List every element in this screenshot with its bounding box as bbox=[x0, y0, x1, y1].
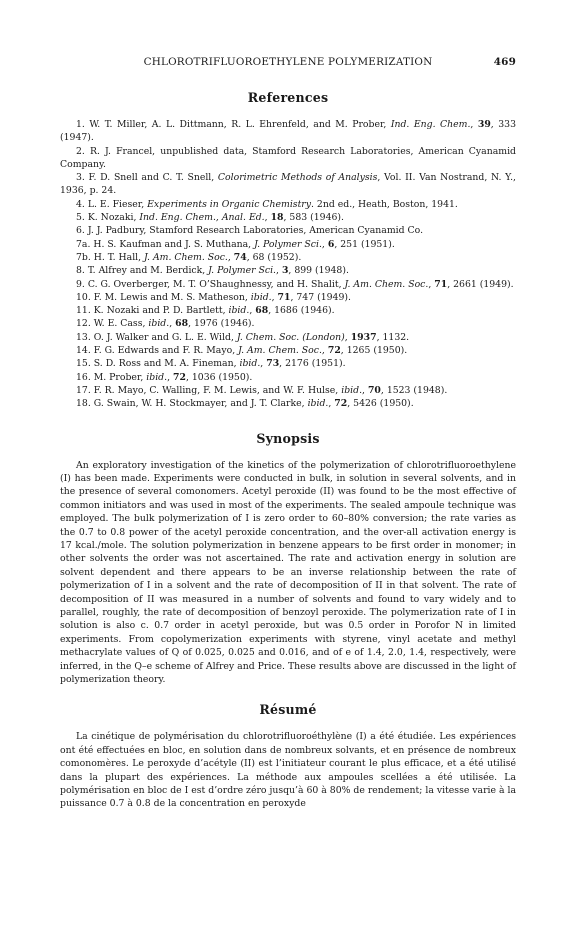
reference-text: 3. F. D. Snell and C. T. Snell, bbox=[76, 172, 218, 184]
resume-heading: Résumé bbox=[259, 702, 317, 718]
reference-journal: J. Polymer Sci. bbox=[254, 238, 322, 250]
reference-journal: J. Am. Chem. Soc. bbox=[344, 278, 429, 290]
running-header bbox=[60, 56, 516, 72]
reference-text: , Vol. II. Van Nostrand, N. Y., 1936, p. 24. bbox=[60, 172, 516, 197]
reference-journal: ibid. bbox=[148, 318, 170, 330]
reference-text: , bbox=[344, 331, 351, 343]
reference-journal: ibid. bbox=[239, 358, 261, 370]
reference-item bbox=[60, 198, 516, 211]
reference-item bbox=[60, 304, 516, 317]
reference-volume: 68 bbox=[175, 318, 189, 330]
synopsis-text: An exploratory investigation of the kinetics of the polymerization of chlorotrifluoroethylene (I) has been made. Experiments were conducted in bulk, in solution in several solvents, and in the presence of several comonomers. Acetyl peroxide (II) was found to be the most effective of common initiators and was used in most of the experiments. The sealed ampoule technique was employed. The bulk polymerization of I is zero order to 60–80% conversion; the rate varies as the 0.7 to 0.8 power of the acetyl peroxide concentration, and the over-all activation energy is 17 kcal./mole. The solution polymerization in benzene appears to be first order in monomer; in other solvents the order was not ascertained. The rate and activation energy in solution are solvent dependent and there appears to be an inverse relationship between the rate of polymerization of I in a solvent and the rate of decomposition of II in that solvent. The rate of decomposition of II was measured in a number of solvents and found to vary widely and to parallel, roughly, the rate of decomposition of benzoyl peroxide. The polymerization rate of I in solution is also c. 0.7 order in acetyl peroxide, but was 0.5 order in Porofor N in limited experiments. From copolymerization experiments with styrene, vinyl acetate and methyl methacrylate values of Q of 0.025, 0.025 and 0.016, and of e of 1.4, 2.0, 1.4, respectively, were inferred, in the Q–e scheme of Alfrey and Price. These results above are discussed in the light of polymerization theory. bbox=[60, 459, 516, 686]
reference-text: 10. F. M. Lewis and M. S. Matheson, bbox=[76, 291, 251, 303]
reference-text: , 2661 (1949). bbox=[447, 278, 514, 290]
reference-item bbox=[60, 118, 516, 145]
reference-text: , 333 (1947). bbox=[60, 119, 516, 144]
reference-item bbox=[60, 264, 516, 277]
references-heading: References bbox=[247, 90, 329, 105]
reference-text: 15. S. D. Ross and M. A. Fineman, bbox=[76, 358, 240, 370]
reference-text: , bbox=[260, 358, 267, 370]
reference-text: . 2nd ed., Heath, Boston, 1941. bbox=[311, 198, 458, 210]
reference-text: , bbox=[227, 251, 234, 263]
reference-text: 16. M. Prober, bbox=[76, 371, 147, 383]
reference-text: , 1265 (1950). bbox=[340, 345, 408, 357]
reference-item bbox=[60, 224, 516, 237]
synopsis-heading: Synopsis bbox=[256, 430, 320, 446]
reference-text: 11. K. Nozaki and P. D. Bartlett, bbox=[76, 305, 229, 317]
page-number: 469 bbox=[493, 56, 516, 68]
reference-volume: 18 bbox=[270, 212, 284, 224]
reference-volume: 71 bbox=[277, 291, 291, 303]
reference-text: , 1686 (1946). bbox=[268, 305, 335, 317]
running-title: CHLOROTRIFLUOROETHYLENE POLYMERIZATION bbox=[143, 56, 433, 68]
reference-volume: 72 bbox=[173, 371, 186, 383]
reference-volume: 72 bbox=[327, 345, 341, 357]
reference-item bbox=[60, 384, 516, 397]
reference-journal: ibid. bbox=[250, 291, 272, 303]
reference-text: , 2176 (1951). bbox=[279, 358, 346, 370]
reference-volume: 68 bbox=[255, 305, 269, 317]
reference-text: 6. J. J. Padbury, Stamford Research Laboratories, American Cyanamid Co. bbox=[76, 225, 424, 237]
reference-text: , bbox=[271, 291, 278, 303]
reference-text: , 583 (1946). bbox=[283, 212, 344, 224]
reference-text: , 68 (1952). bbox=[246, 251, 302, 263]
reference-item bbox=[60, 278, 516, 291]
reference-text: , 1036 (1950). bbox=[185, 371, 253, 383]
reference-text: , bbox=[264, 212, 271, 224]
reference-text: , 899 (1948). bbox=[288, 265, 349, 277]
reference-item bbox=[60, 171, 516, 198]
reference-text: 7b. H. T. Hall, bbox=[76, 251, 145, 263]
reference-text: , 1976 (1946). bbox=[188, 318, 255, 330]
reference-text: 2. R. J. Francel, unpublished data, Stamford Research Laboratories, American Cyanamid Company. bbox=[60, 145, 516, 170]
reference-item bbox=[60, 344, 516, 357]
reference-volume: 70 bbox=[367, 384, 381, 396]
reference-item bbox=[60, 291, 516, 304]
reference-volume: 73 bbox=[266, 358, 280, 370]
reference-journal: Ind. Eng. Chem., Anal. Ed. bbox=[139, 212, 265, 224]
reference-text: 18. G. Swain, W. H. Stockmayer, and J. T. Clarke, bbox=[76, 398, 308, 410]
reference-journal: ibid. bbox=[307, 398, 329, 410]
reference-item bbox=[60, 251, 516, 264]
reference-journal: J. Am. Chem. Soc. bbox=[144, 251, 228, 263]
reference-journal: ibid. bbox=[146, 371, 168, 383]
reference-text: 1. W. T. Miller, A. L. Dittmann, R. L. Ehrenfeld, and M. Prober, bbox=[76, 119, 391, 130]
resume-text: La cinétique de polymérisation du chlorotrifluoroéthylène (I) a été étudiée. Les expériences ont été effectuées en bloc, en solution dans de nombreux solvants, et en présence de nombreux comonomères. Le peroxyde d’acétyle (II) est l’initiateur courant le plus efficace, et a été utilisé dans la plupart des expériences. La méthode aux ampoules scellées a été utilisée. La polymérisation en bloc de I est d’ordre zéro jusqu’à 60 à 80% de rendement; la vitesse varie à la puissance 0.7 à 0.8 de la concentration en peroxyde bbox=[60, 731, 516, 810]
reference-text: , bbox=[276, 265, 282, 277]
reference-text: 7a. H. S. Kaufman and J. S. Muthana, bbox=[76, 238, 255, 250]
reference-text: , bbox=[167, 371, 173, 383]
reference-journal: ibid. bbox=[341, 384, 363, 396]
page bbox=[60, 56, 516, 811]
reference-item bbox=[60, 145, 516, 172]
reference-journal: J. Chem. Soc. (London) bbox=[236, 331, 345, 343]
reference-text: , 251 (1951). bbox=[334, 238, 395, 250]
reference-text: , 1523 (1948). bbox=[380, 384, 448, 396]
reference-item bbox=[60, 317, 516, 330]
reference-text: , bbox=[249, 305, 256, 317]
reference-volume: 74 bbox=[233, 251, 247, 263]
reference-text: 13. O. J. Walker and G. L. E. Wild, bbox=[76, 331, 237, 343]
reference-journal: Colorimetric Methods of Analysis bbox=[217, 172, 378, 184]
reference-text: , bbox=[328, 398, 335, 410]
reference-text: , bbox=[470, 119, 478, 130]
reference-item bbox=[60, 211, 516, 224]
reference-item bbox=[60, 357, 516, 370]
reference-text: 12. W. E. Cass, bbox=[76, 318, 149, 330]
reference-item bbox=[60, 238, 516, 251]
reference-item bbox=[60, 371, 516, 384]
reference-list bbox=[60, 118, 516, 411]
reference-text: , 747 (1949). bbox=[290, 291, 351, 303]
reference-text: , 5426 (1950). bbox=[347, 398, 414, 410]
reference-text: , bbox=[169, 318, 176, 330]
reference-text: , bbox=[321, 345, 328, 357]
reference-journal: J. Polymer Sci. bbox=[208, 265, 277, 277]
reference-text: 4. L. E. Fieser, bbox=[76, 198, 148, 210]
reference-text: , 1132. bbox=[376, 331, 410, 343]
reference-text: , bbox=[362, 384, 368, 396]
reference-journal: Ind. Eng. Chem. bbox=[390, 119, 471, 130]
reference-volume: 39 bbox=[477, 119, 491, 130]
reference-volume: 72 bbox=[334, 398, 348, 410]
reference-text: 17. F. R. Mayo, C. Walling, F. M. Lewis, and W. F. Hulse, bbox=[76, 384, 342, 396]
reference-text: 8. T. Alfrey and M. Berdick, bbox=[76, 265, 209, 277]
reference-text: 9. C. G. Overberger, M. T. O’Shaughnessy, and H. Shalit, bbox=[76, 278, 345, 290]
reference-journal: J. Am. Chem. Soc. bbox=[238, 345, 322, 357]
reference-text: 5. K. Nozaki, bbox=[76, 212, 140, 224]
reference-text: , bbox=[428, 278, 435, 290]
reference-volume: 1937 bbox=[350, 331, 377, 343]
reference-text: 14. F. G. Edwards and F. R. Mayo, bbox=[76, 345, 239, 357]
reference-volume: 6 bbox=[327, 238, 335, 250]
reference-text: , bbox=[321, 238, 328, 250]
reference-volume: 3 bbox=[281, 265, 289, 277]
reference-item bbox=[60, 397, 516, 410]
reference-item bbox=[60, 331, 516, 344]
reference-journal: Experiments in Organic Chemistry bbox=[147, 198, 312, 210]
reference-journal: ibid. bbox=[228, 305, 250, 317]
reference-volume: 71 bbox=[434, 278, 448, 290]
